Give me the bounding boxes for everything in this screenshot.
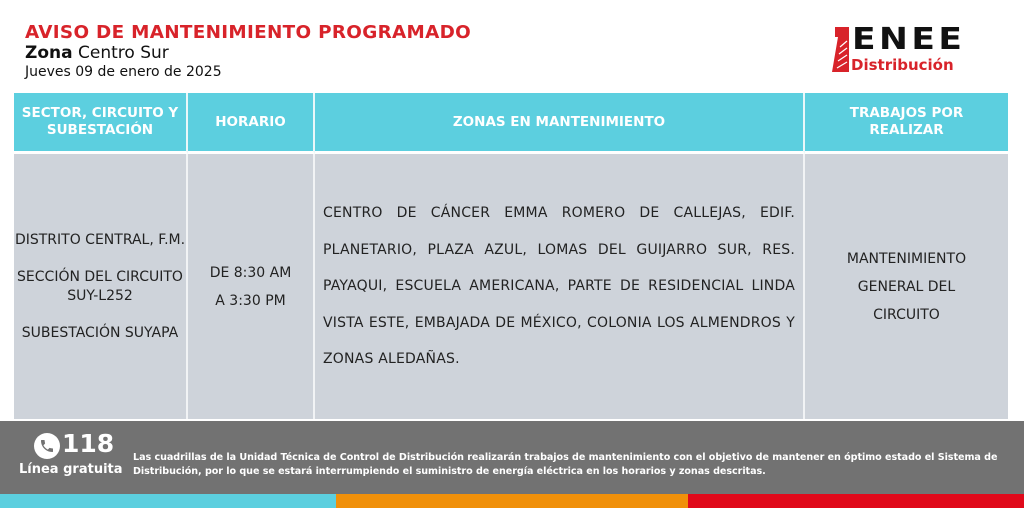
sector-seccion: SECCIÓN DEL CIRCUITO SUY-L252 — [17, 268, 183, 304]
zone-title — [25, 43, 169, 63]
enee-logo — [832, 22, 992, 76]
notice-title: AVISO DE MANTENIMIENTO PROGRAMADO — [25, 22, 472, 43]
footer-notice: Las cuadrillas de la Unidad Técnica de Control de Distribución realizarán trabajos de mantenimiento con el objetivo de mantener en óptimo estado el Sistema de Distribución, por lo que se estará interrumpiendo el suministro de energía eléctrica en los horarios y zonas descritas. — [133, 452, 998, 477]
trabajos-line-1: MANTENIMIENTO — [846, 250, 967, 267]
phone-icon — [34, 433, 60, 459]
hotline-label: Línea gratuita — [19, 462, 123, 477]
cell-sector — [14, 154, 188, 419]
table-header-row — [14, 93, 1008, 154]
cell-zonas — [315, 154, 805, 419]
notice-date: Jueves 09 de enero de 2025 — [25, 64, 222, 80]
zone-prefix: Zona — [25, 43, 73, 63]
sector-subestacion: SUBESTACIÓN SUYAPA — [21, 324, 179, 341]
color-stripes — [0, 494, 1024, 508]
cell-trabajos — [805, 154, 1008, 419]
zone-name: Centro Sur — [78, 43, 169, 63]
table-row — [14, 154, 1008, 419]
notice-header — [0, 0, 1024, 92]
cell-horario — [188, 154, 315, 419]
header-sector: SECTOR, CIRCUITO Y SUBESTACIÓN — [14, 93, 188, 154]
horario-inicio: DE 8:30 AM — [209, 264, 292, 281]
stripe-orange — [336, 494, 688, 508]
hotline-number: 118 — [62, 429, 115, 458]
trabajos-line-3: CIRCUITO — [873, 306, 940, 323]
logo-subtitle: Distribución — [851, 56, 954, 74]
stripe-cyan — [0, 494, 336, 508]
horario-fin: A 3:30 PM — [215, 292, 286, 309]
enee-tower-icon — [832, 27, 849, 72]
header-trabajos: TRABAJOS POR REALIZAR — [805, 93, 1008, 154]
stripe-red — [688, 494, 1024, 508]
header-zonas: ZONAS EN MANTENIMIENTO — [315, 93, 805, 154]
maintenance-table — [14, 93, 1008, 419]
footer-bar — [0, 421, 1024, 494]
header-horario: HORARIO — [188, 93, 315, 154]
trabajos-line-2: GENERAL DEL — [857, 278, 956, 295]
sector-distrito: DISTRITO CENTRAL, F.M. — [14, 231, 186, 248]
zonas-list: CENTRO DE CÁNCER EMMA ROMERO DE CALLEJAS, EDIF. PLANETARIO, PLAZA AZUL, LOMAS DEL GUIJARRO SUR, RES. PAYAQUI, ESCUELA AMERICANA, PARTE DE RESIDENCIAL LINDA VISTA ESTE, EMBAJADA DE MÉXICO, COLONIA LOS ALMENDROS Y ZONAS ALEDAÑAS. — [323, 205, 795, 368]
logo-brand: ENEE — [852, 22, 966, 57]
